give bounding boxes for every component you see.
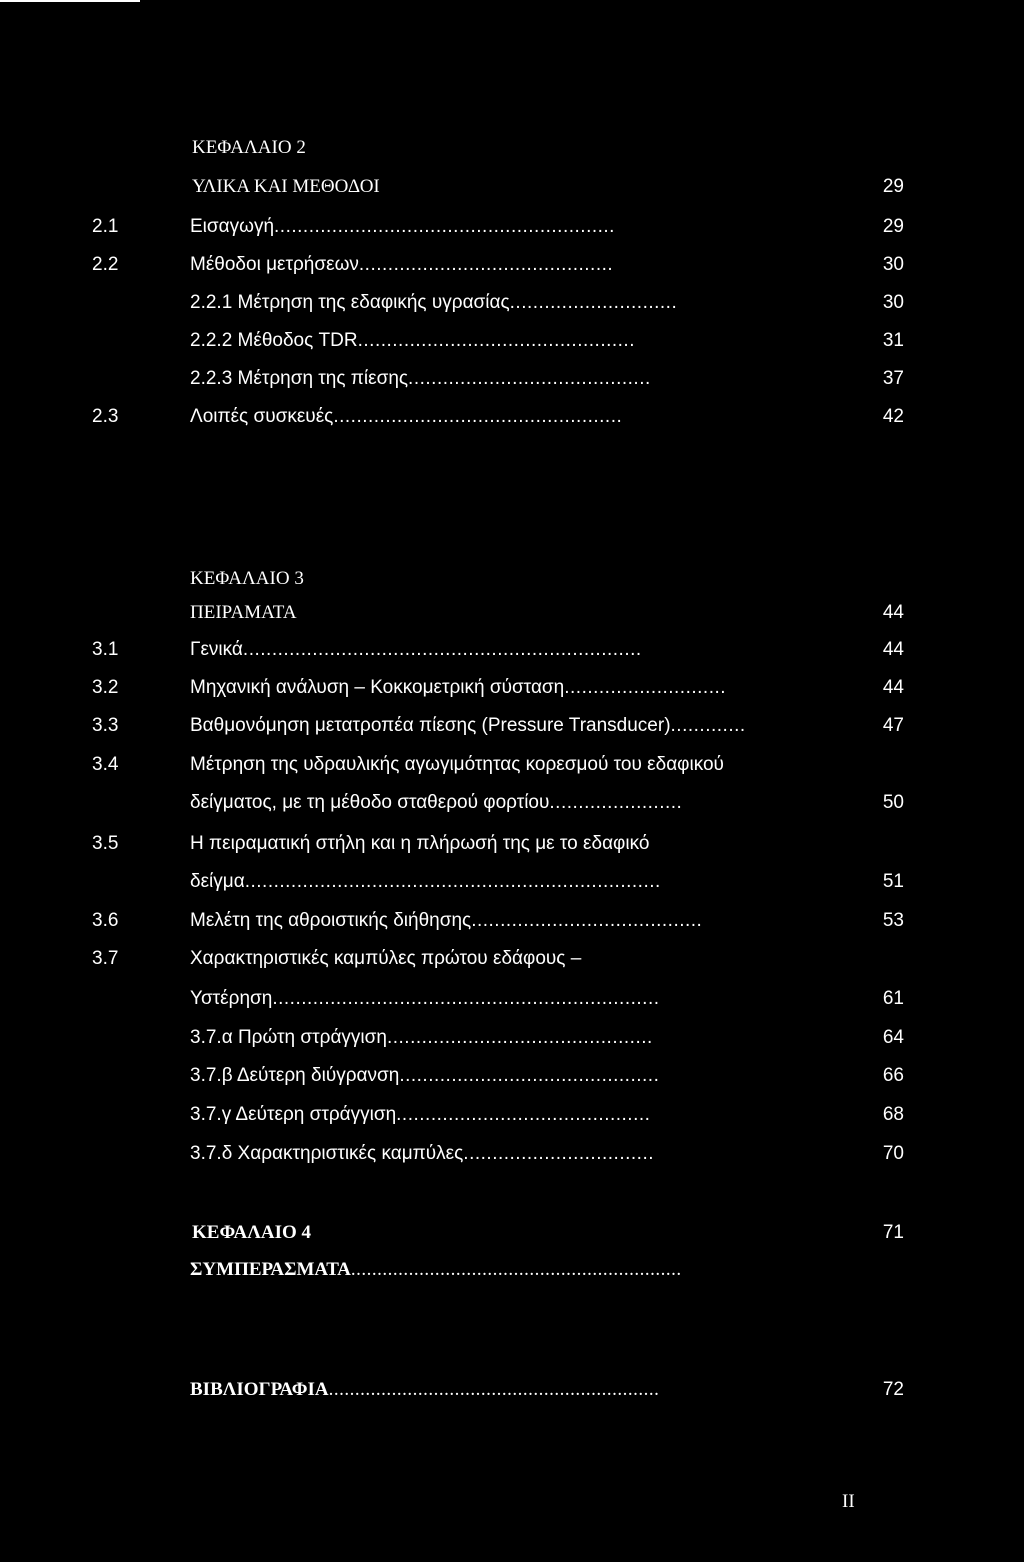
- section-title: Μέτρηση της υδραυλικής αγωγιμότητας κορεσμού του εδαφικού: [190, 754, 724, 775]
- toc-entry[interactable]: [0, 984, 1024, 1014]
- section-title: 3.7.β Δεύτερη διύγρανση.............................................: [190, 1065, 660, 1086]
- chapter3-heading-row: [0, 564, 1024, 594]
- section-title: Η πειραματική στήλη και η πλήρωσή της με το εδαφικό: [190, 833, 650, 854]
- section-number: 3.4: [92, 754, 119, 775]
- toc-entry[interactable]: [0, 1100, 1024, 1130]
- page-number: 44: [882, 639, 904, 660]
- section-title: Υστέρηση...................................................................: [190, 988, 660, 1009]
- page-number: 50: [882, 792, 904, 813]
- toc-entry[interactable]: [0, 288, 1024, 318]
- section-title: 2.2.3 Μέτρηση της πίεσης..........................................: [190, 368, 651, 389]
- toc-entry[interactable]: [0, 867, 1024, 897]
- chapter-heading: ΚΕΦΑΛΑΙΟ 3: [190, 568, 304, 589]
- page-footer-number: II: [842, 1491, 855, 1512]
- section-number: 2.2: [92, 254, 119, 275]
- section-title: Μέθοδοι μετρήσεων............................................: [190, 254, 614, 275]
- section-number: 3.5: [92, 833, 119, 854]
- page-number: 42: [882, 406, 904, 427]
- toc-entry[interactable]: [0, 1023, 1024, 1053]
- toc-entry[interactable]: [0, 1061, 1024, 1091]
- page-number: 53: [882, 910, 904, 931]
- chapter3-title-row: [0, 598, 1024, 628]
- section-title: δείγματος, με τη μέθοδο σταθερού φορτίου.......................: [190, 792, 683, 813]
- page-number: 30: [882, 292, 904, 313]
- page-number: 61: [882, 988, 904, 1009]
- page-number: 47: [882, 715, 904, 736]
- section-title: Μελέτη της αθροιστικής διήθησης........................................: [190, 910, 703, 931]
- section-title: 3.7.γ Δεύτερη στράγγιση............................................: [190, 1104, 651, 1125]
- page-number: 30: [882, 254, 904, 275]
- page-number: 44: [882, 677, 904, 698]
- page-number: 66: [882, 1065, 904, 1086]
- section-number: 3.7: [92, 948, 119, 969]
- toc-entry[interactable]: [0, 673, 1024, 703]
- toc-entry[interactable]: [0, 788, 1024, 818]
- toc-entry[interactable]: [0, 364, 1024, 394]
- page-number: 71: [882, 1222, 904, 1243]
- chapter-title: ΣΥΜΠΕΡΑΣΜΑΤΑ...............................................................: [190, 1259, 682, 1280]
- chapter-heading: ΚΕΦΑΛΑΙΟ 2: [192, 137, 306, 158]
- toc-entry[interactable]: [0, 1139, 1024, 1169]
- section-title: Γενικά.....................................................................: [190, 639, 642, 660]
- toc-entry[interactable]: [0, 635, 1024, 665]
- page-number: 72: [882, 1379, 904, 1400]
- toc-entry[interactable]: [0, 1375, 1024, 1405]
- section-title: Βαθμονόμηση μετατροπέα πίεσης (Pressure Transducer).............: [190, 715, 746, 736]
- page-number: 68: [882, 1104, 904, 1125]
- section-number: 2.3: [92, 406, 119, 427]
- toc-entry[interactable]: [0, 402, 1024, 432]
- chapter4-heading-row: [0, 1218, 1024, 1248]
- section-title: 2.2.2 Μέθοδος TDR................................................: [190, 330, 635, 351]
- section-number: 3.6: [92, 910, 119, 931]
- section-title: Λοιπές συσκευές..................................................: [190, 406, 623, 427]
- page-number: 37: [882, 368, 904, 389]
- page-number: 29: [882, 216, 904, 237]
- section-title: δείγμα........................................................................: [190, 871, 661, 892]
- page-number: 64: [882, 1027, 904, 1048]
- toc-entry[interactable]: [0, 212, 1024, 242]
- section-title: Μηχανική ανάλυση – Κοκκομετρική σύσταση............................: [190, 677, 727, 698]
- section-number: 3.1: [92, 639, 119, 660]
- section-number: 3.3: [92, 715, 119, 736]
- section-number: 3.2: [92, 677, 119, 698]
- toc-entry[interactable]: [0, 750, 1024, 780]
- section-title: 3.7.δ Χαρακτηριστικές καμπύλες.................................: [190, 1143, 654, 1164]
- toc-entry[interactable]: [0, 829, 1024, 859]
- toc-entry[interactable]: [0, 906, 1024, 936]
- section-title: Εισαγωγή...........................................................: [190, 216, 615, 237]
- section-title: 3.7.α Πρώτη στράγγιση..............................................: [190, 1027, 653, 1048]
- toc-entry[interactable]: [0, 944, 1024, 974]
- page-number: 70: [882, 1143, 904, 1164]
- chapter2-heading-row: [0, 133, 1024, 163]
- toc-entry[interactable]: [0, 326, 1024, 356]
- chapter-title: ΥΛΙΚΑ ΚΑΙ ΜΕΘΟΔΟΙ: [192, 176, 380, 197]
- bibliography-title: ΒΙΒΛΙΟΓΡΑΦΙΑ...............................................................: [190, 1379, 660, 1400]
- top-edge-line: [0, 0, 140, 2]
- page-number: 51: [882, 871, 904, 892]
- page-number: 44: [882, 602, 904, 623]
- toc-entry[interactable]: [0, 250, 1024, 280]
- toc-entry[interactable]: [0, 711, 1024, 741]
- section-title: 2.2.1 Μέτρηση της εδαφικής υγρασίας.............................: [190, 292, 678, 313]
- chapter-title: ΠΕΙΡΑΜΑΤΑ: [190, 602, 297, 623]
- section-title: Χαρακτηριστικές καμπύλες πρώτου εδάφους –: [190, 948, 582, 969]
- chapter-heading: ΚΕΦΑΛΑΙΟ 4: [192, 1222, 312, 1243]
- section-number: 2.1: [92, 216, 119, 237]
- page-number: 29: [882, 176, 904, 197]
- toc-entry[interactable]: [0, 1255, 1024, 1285]
- chapter2-title-row: [0, 172, 1024, 202]
- page-number: 31: [882, 330, 904, 351]
